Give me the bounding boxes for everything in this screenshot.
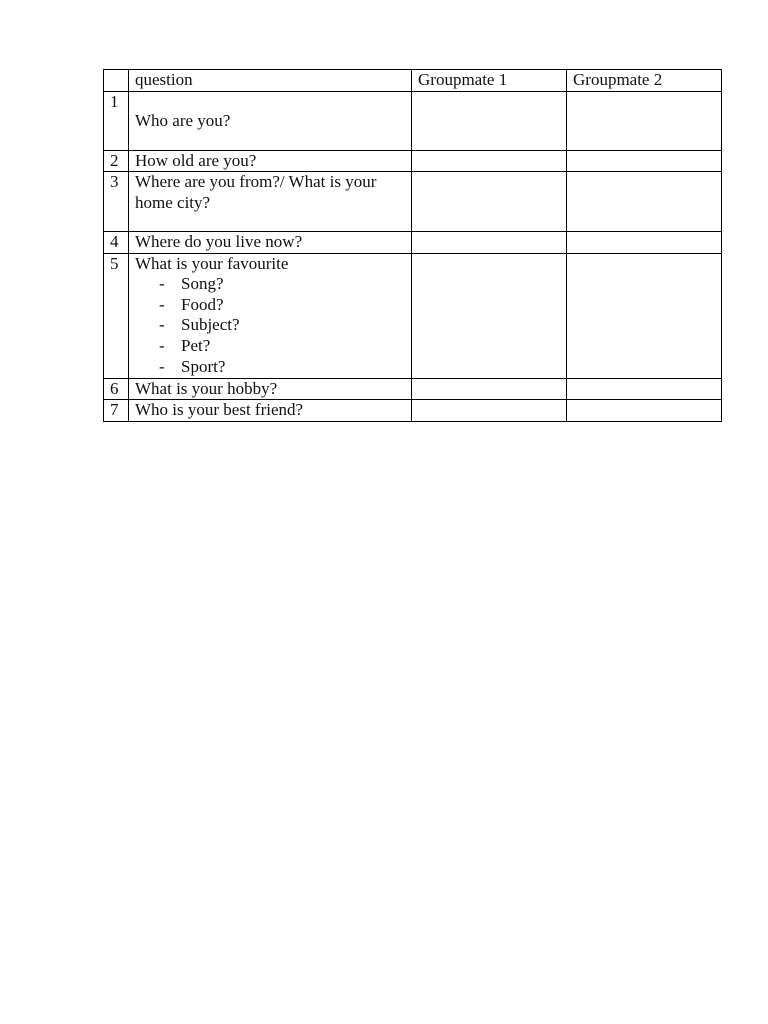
question-cell bbox=[129, 253, 412, 378]
groupmate-1-answer-cell[interactable] bbox=[412, 91, 567, 150]
list-item bbox=[135, 336, 405, 357]
table-row bbox=[104, 400, 722, 422]
dash-bullet: - bbox=[159, 294, 165, 314]
question-text: Where are you from?/ What is your home city? bbox=[135, 172, 377, 212]
list-item-label: Subject? bbox=[181, 315, 240, 335]
row-number: 6 bbox=[104, 378, 129, 400]
question-cell: How old are you? bbox=[129, 150, 412, 172]
groupmate-1-answer-cell[interactable] bbox=[412, 253, 567, 378]
list-item-label: Sport? bbox=[181, 356, 226, 376]
groupmate-2-answer-cell[interactable] bbox=[567, 91, 722, 150]
groupmate-1-answer-cell[interactable] bbox=[412, 150, 567, 172]
groupmate-1-answer-cell[interactable] bbox=[412, 400, 567, 422]
header-number-cell bbox=[104, 70, 129, 92]
list-item-label: Food? bbox=[181, 294, 224, 314]
question-text: Who are you? bbox=[135, 110, 231, 130]
header-question-cell: question bbox=[129, 70, 412, 92]
table-row bbox=[104, 232, 722, 254]
list-item bbox=[135, 315, 405, 336]
question-cell: Where do you live now? bbox=[129, 232, 412, 254]
question-cell bbox=[129, 172, 412, 232]
groupmate-1-answer-cell[interactable] bbox=[412, 232, 567, 254]
list-item-label: Pet? bbox=[181, 336, 211, 356]
groupmate-2-answer-cell[interactable] bbox=[567, 253, 722, 378]
table-row bbox=[104, 91, 722, 150]
list-item-label: Song? bbox=[181, 274, 224, 293]
groupmate-2-answer-cell[interactable] bbox=[567, 378, 722, 400]
dash-bullet: - bbox=[159, 356, 165, 376]
row-number: 2 bbox=[104, 150, 129, 172]
groupmate-2-answer-cell[interactable] bbox=[567, 400, 722, 422]
row-number: 1 bbox=[104, 91, 129, 150]
groupmate-1-answer-cell[interactable] bbox=[412, 172, 567, 232]
groupmate-2-answer-cell[interactable] bbox=[567, 232, 722, 254]
question-cell: What is your hobby? bbox=[129, 378, 412, 400]
groupmate-2-answer-cell[interactable] bbox=[567, 172, 722, 232]
list-item bbox=[135, 274, 405, 295]
table-row bbox=[104, 378, 722, 400]
dash-bullet: - bbox=[159, 336, 165, 356]
header-groupmate-2-cell: Groupmate 2 bbox=[567, 70, 722, 92]
row-number: 5 bbox=[104, 253, 129, 378]
question-text: What is your favourite bbox=[135, 253, 289, 273]
question-cell: Who is your best friend? bbox=[129, 400, 412, 422]
row-number: 3 bbox=[104, 172, 129, 232]
dash-bullet: - bbox=[159, 274, 165, 293]
row-number: 7 bbox=[104, 400, 129, 422]
groupmate-1-answer-cell[interactable] bbox=[412, 378, 567, 400]
dash-bullet: - bbox=[159, 315, 165, 335]
list-item bbox=[135, 357, 405, 378]
favourite-sub-list bbox=[135, 274, 405, 378]
question-cell bbox=[129, 91, 412, 150]
table-row bbox=[104, 172, 722, 232]
groupmate-2-answer-cell[interactable] bbox=[567, 150, 722, 172]
table-row bbox=[104, 150, 722, 172]
table-header-row bbox=[104, 70, 722, 92]
table-row bbox=[104, 253, 722, 378]
row-number: 4 bbox=[104, 232, 129, 254]
questionnaire-table bbox=[103, 69, 722, 422]
list-item bbox=[135, 295, 405, 316]
header-groupmate-1-cell: Groupmate 1 bbox=[412, 70, 567, 92]
